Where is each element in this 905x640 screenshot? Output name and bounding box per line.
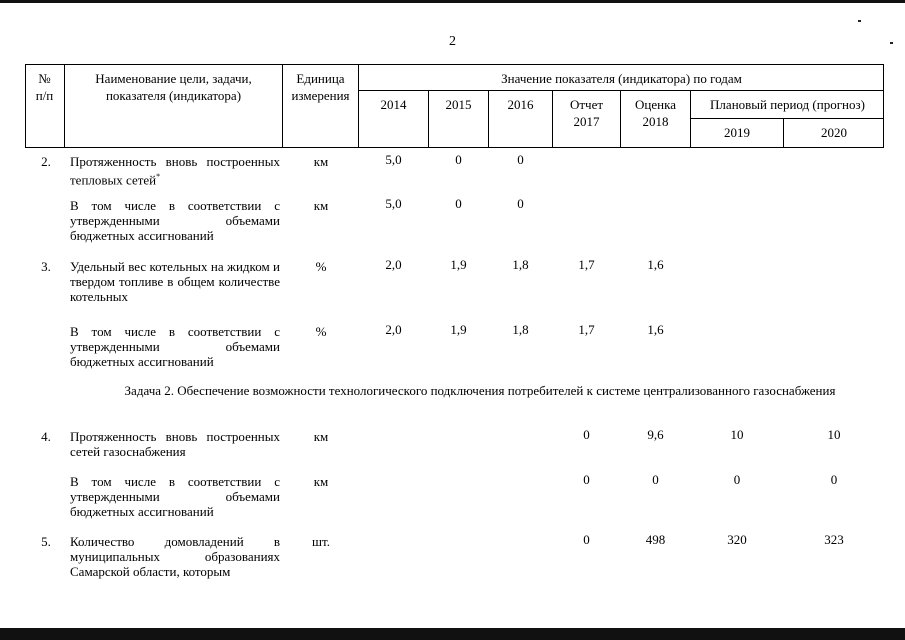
row-indicator-name (70, 324, 280, 369)
row-value-2018: 498 (645, 532, 666, 547)
row-value-2016: 0 (517, 152, 524, 167)
row-number: 4. (41, 429, 51, 444)
scan-edge-bottom (0, 628, 905, 640)
header-year: 2015 (445, 97, 472, 112)
row-value-2016: 1,8 (512, 322, 529, 337)
row-value-2015: 0 (455, 152, 462, 167)
footnote-mark: * (156, 172, 161, 181)
header-year: 2016 (507, 97, 534, 112)
row-indicator-text: В том числе в соответствии с утвержденными объемами бюджетных ассигнований (70, 324, 280, 369)
row-value-2020: 10 (827, 427, 841, 442)
row-value-2015: 1,9 (450, 257, 467, 272)
row-unit: шт. (312, 534, 330, 549)
row-unit: % (315, 259, 327, 274)
row-value-2017: 0 (583, 427, 590, 442)
header-col-name: Наименование цели, задачи, показателя (индикатора) (95, 71, 252, 103)
row-indicator-text: Удельный вес котельных на жидком и твердом топливе в общем количестве котельных (70, 259, 280, 304)
row-indicator-text: Количество домовладений в муниципальных образованиях Самарской области, которым (70, 534, 280, 579)
row-value-2014: 5,0 (385, 196, 402, 211)
row-value-2014: 5,0 (385, 152, 402, 167)
row-value-2015: 0 (455, 196, 462, 211)
row-value-2020: 323 (824, 532, 844, 547)
header-year: 2014 (380, 97, 407, 112)
row-value-2018: 9,6 (647, 427, 664, 442)
row-indicator-name (70, 198, 280, 243)
row-indicator-name (70, 474, 280, 519)
scan-speck (858, 20, 861, 22)
row-value-2018: 0 (652, 472, 659, 487)
header-plan-year: 2019 (724, 125, 750, 140)
row-value-2016: 0 (517, 196, 524, 211)
task-2-heading: Задача 2. Обеспечение возможности технологического подключения потребителей к системе централизованного газоснабжения (124, 383, 836, 398)
row-value-2019: 320 (727, 532, 747, 547)
row-value-2018: 1,6 (647, 257, 664, 272)
row-number: 3. (41, 259, 51, 274)
header-report-2017: Отчет 2017 (569, 97, 604, 129)
row-value-2015: 1,9 (450, 322, 467, 337)
row-indicator-name (70, 259, 280, 304)
header-plan-period: Плановый период (прогноз) (710, 97, 865, 112)
row-value-2019: 10 (730, 427, 744, 442)
row-value-2020: 0 (830, 472, 838, 487)
header-col-number: № п/п (35, 71, 54, 103)
row-number: 5. (41, 534, 51, 549)
header-plan-year: 2020 (821, 125, 847, 140)
page-number: 2 (449, 34, 456, 49)
row-indicator-text: Протяженность вновь построенных сетей газоснабжения (70, 429, 280, 459)
row-indicator-name (70, 534, 280, 579)
row-unit: км (313, 198, 329, 213)
row-number: 2. (41, 154, 51, 169)
row-indicator-name (70, 154, 280, 187)
row-unit: км (313, 474, 329, 489)
row-value-2016: 1,8 (512, 257, 529, 272)
header-col-unit: Единица измерения (291, 71, 350, 103)
row-value-2018: 1,6 (647, 322, 664, 337)
row-value-2017: 1,7 (578, 322, 595, 337)
row-value-2017: 0 (583, 472, 590, 487)
row-unit: км (313, 429, 329, 444)
row-unit: % (315, 324, 327, 339)
row-indicator-text: В том числе в соответствии с утвержденными объемами бюджетных ассигнований (70, 474, 280, 519)
row-value-2014: 2,0 (385, 257, 402, 272)
row-indicator-text: Протяженность вновь построенных тепловых сетей (70, 154, 280, 188)
row-indicator-text: В том числе в соответствии с утвержденными объемами бюджетных ассигнований (70, 198, 280, 243)
row-value-2014: 2,0 (385, 322, 402, 337)
header-col-values: Значение показателя (индикатора) по годам (501, 71, 742, 86)
scan-edge-top (0, 0, 905, 3)
row-value-2017: 1,7 (578, 257, 595, 272)
row-unit: км (313, 154, 329, 169)
row-indicator-name (70, 429, 280, 459)
row-value-2017: 0 (583, 532, 590, 547)
header-estimate-2018: Оценка 2018 (635, 97, 676, 129)
row-value-2019: 0 (733, 472, 741, 487)
